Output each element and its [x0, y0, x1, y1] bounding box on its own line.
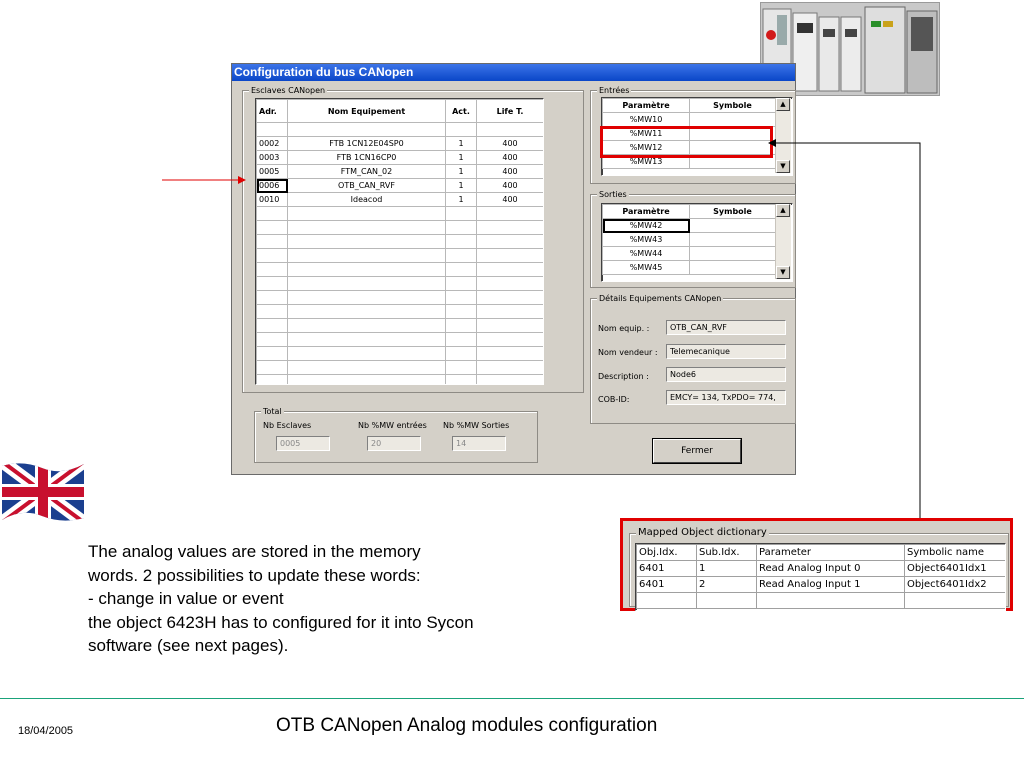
entree-param: %MW10	[603, 113, 690, 127]
cob-id-field: EMCY= 134, TxPDO= 774,	[666, 390, 786, 405]
mod-parameter: Read Analog Input 1	[757, 577, 905, 593]
mapped-dictionary-table	[635, 543, 1006, 611]
scroll-up-icon[interactable]: ▲	[776, 98, 790, 111]
slave-adr: 0006	[257, 179, 288, 193]
mod-sub-idx: 1	[697, 561, 757, 577]
slave-life: 400	[477, 151, 544, 165]
explanation-line: - change in value or event	[88, 589, 284, 608]
nom-equip-label: Nom equip. :	[598, 324, 650, 333]
sortie-param: %MW45	[603, 261, 690, 275]
slave-act: 1	[446, 193, 477, 207]
nb-mw-sorties-field: 14	[452, 436, 506, 451]
black-arrow-head-icon	[768, 139, 776, 147]
entree-param: %MW13	[603, 155, 690, 169]
slave-act: 1	[446, 137, 477, 151]
scroll-up-icon[interactable]: ▲	[776, 204, 790, 217]
total-group-label: Total	[263, 407, 282, 416]
mod-header-parameter[interactable]: Parameter	[757, 545, 905, 561]
footer-title: OTB CANopen Analog modules configuration	[276, 715, 658, 736]
slave-name: FTB 1CN16CP0	[288, 151, 446, 165]
nb-esclaves-field: 0005	[276, 436, 330, 451]
description-label: Description :	[598, 372, 649, 381]
table-row[interactable]	[637, 577, 1006, 593]
slave-adr: 0003	[257, 151, 288, 165]
scroll-down-icon[interactable]: ▼	[776, 266, 790, 279]
details-group-label: Détails Equipements CANopen	[599, 294, 722, 303]
footer-divider	[0, 698, 1024, 699]
slave-adr: 0005	[257, 165, 288, 179]
sortie-param: %MW44	[603, 247, 690, 261]
slave-name: FTB 1CN12E04SP0	[288, 137, 446, 151]
explanation-line: the object 6423H has to configured for it into Sycon	[88, 612, 474, 632]
explanation-line: The analog values are stored in the memory	[88, 542, 421, 561]
entrees-group-label: Entrées	[599, 86, 630, 95]
explanation-text	[88, 540, 618, 658]
mod-parameter: Read Analog Input 0	[757, 561, 905, 577]
entree-param: %MW11	[603, 127, 690, 141]
slave-act: 1	[446, 151, 477, 165]
slaves-header-life[interactable]: Life T.	[477, 100, 544, 123]
slave-life: 400	[477, 137, 544, 151]
sortie-param: %MW42	[603, 219, 690, 233]
nom-vendeur-label: Nom vendeur :	[598, 348, 658, 357]
entree-param: %MW12	[603, 141, 690, 155]
mapped-dictionary-label: Mapped Object dictionary	[638, 527, 767, 538]
nom-equip-field: OTB_CAN_RVF	[666, 320, 786, 335]
mod-sub-idx: 2	[697, 577, 757, 593]
slave-name: FTM_CAN_02	[288, 165, 446, 179]
slave-name: OTB_CAN_RVF	[288, 179, 446, 193]
slave-name: Ideacod	[288, 193, 446, 207]
nom-vendeur-field: Telemecanique	[666, 344, 786, 359]
slave-act: 1	[446, 165, 477, 179]
table-row[interactable]	[637, 561, 1006, 577]
slave-adr: 0010	[257, 193, 288, 207]
sorties-header-symbol[interactable]: Symbole	[690, 205, 776, 219]
dialog-title-bar: Configuration du bus CANopen	[232, 64, 795, 81]
slaves-group-label: Esclaves CANopen	[251, 86, 326, 95]
mod-obj-idx: 6401	[637, 561, 697, 577]
slave-life: 400	[477, 179, 544, 193]
slaves-header-name[interactable]: Nom Equipement	[288, 100, 446, 123]
nb-mw-entrees-label: Nb %MW entrées	[358, 421, 427, 430]
mapped-object-dictionary	[620, 518, 1013, 611]
mod-obj-idx: 6401	[637, 577, 697, 593]
entrees-header-param[interactable]: Paramètre	[603, 99, 690, 113]
slaves-header-adr[interactable]: Adr.	[257, 100, 288, 123]
slave-act: 1	[446, 179, 477, 193]
explanation-line: words. 2 possibilities to update these words:	[88, 565, 421, 585]
close-button[interactable]: Fermer	[653, 439, 741, 463]
uk-flag-icon[interactable]	[0, 460, 86, 524]
scroll-down-icon[interactable]: ▼	[776, 160, 790, 173]
mod-symbolic-name: Object6401Idx1	[905, 561, 1006, 577]
nb-mw-sorties-label: Nb %MW Sorties	[443, 421, 510, 430]
slave-life: 400	[477, 165, 544, 179]
mod-header-obj-idx[interactable]: Obj.Idx.	[637, 545, 697, 561]
slaves-header-act[interactable]: Act.	[446, 100, 477, 123]
slave-life: 400	[477, 193, 544, 207]
mod-header-sub-idx[interactable]: Sub.Idx.	[697, 545, 757, 561]
sorties-header-param[interactable]: Paramètre	[603, 205, 690, 219]
nb-esclaves-label: Nb Esclaves	[263, 421, 312, 430]
nb-mw-entrees-field: 20	[367, 436, 421, 451]
sorties-group-label: Sorties	[599, 190, 627, 199]
red-arrow-head-icon	[238, 176, 246, 184]
entrees-header-symbol[interactable]: Symbole	[690, 99, 776, 113]
mod-symbolic-name: Object6401Idx2	[905, 577, 1006, 593]
connector-line	[776, 143, 920, 518]
mod-header-symbolic-name[interactable]: Symbolic name	[905, 545, 1006, 561]
cob-id-label: COB-ID:	[598, 395, 630, 404]
description-field: Node6	[666, 367, 786, 382]
explanation-line: software (see next pages).	[88, 636, 289, 655]
sortie-param: %MW43	[603, 233, 690, 247]
slave-adr: 0002	[257, 137, 288, 151]
footer-date: 18/04/2005	[18, 725, 74, 737]
